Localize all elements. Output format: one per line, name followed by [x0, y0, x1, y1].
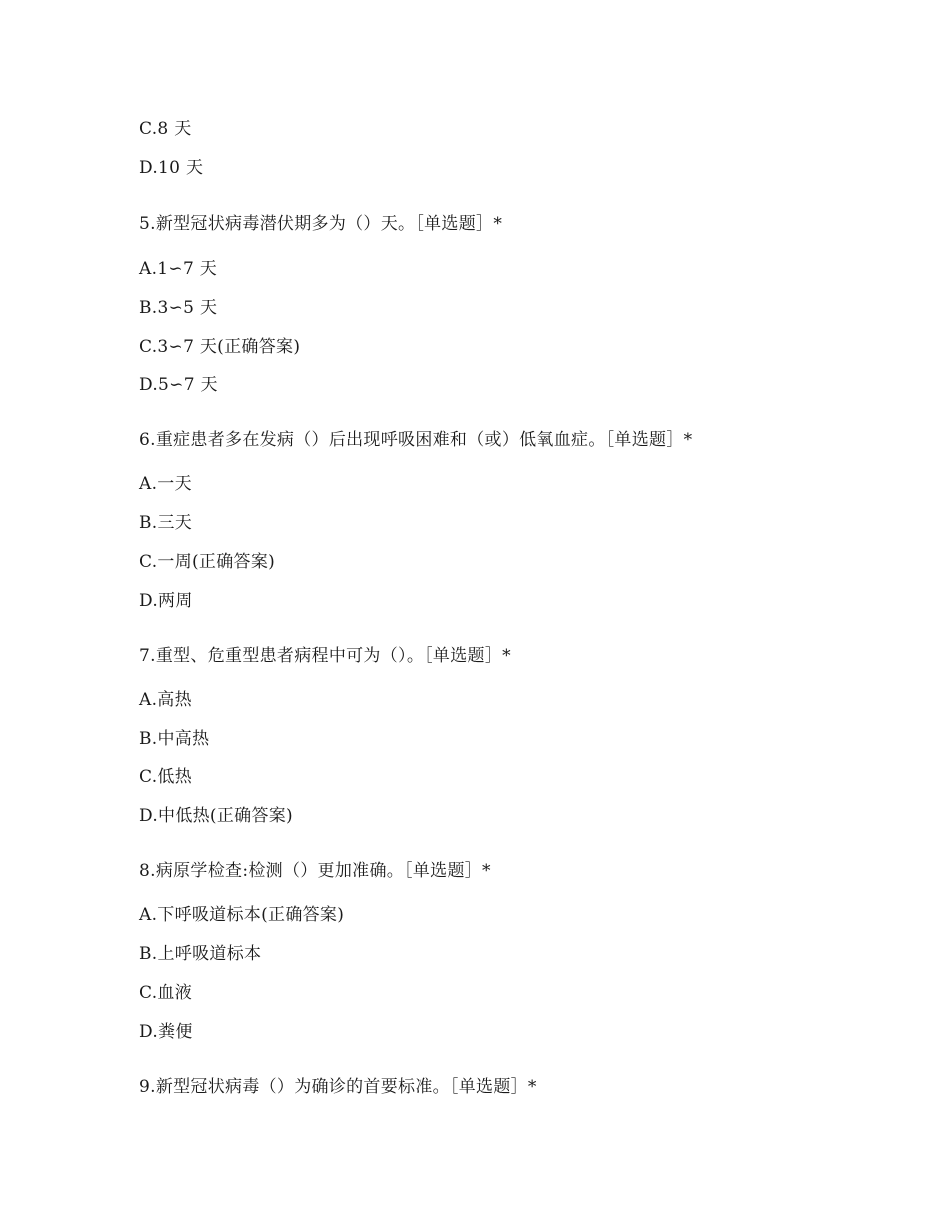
question-7: 7.重型、危重型患者病程中可为（）。［单选题］*	[139, 646, 511, 666]
question-6: 6.重症患者多在发病（）后出现呼吸困难和（或）低氧血症。［单选题］*	[139, 430, 693, 450]
option-q4-c: C.8 天	[139, 119, 192, 139]
option-q8-b: B.上呼吸道标本	[139, 944, 262, 964]
option-q6-d: D.两周	[139, 591, 193, 611]
option-q7-d: D.中低热(正确答案)	[139, 806, 293, 826]
question-9: 9.新型冠状病毒（）为确诊的首要标准。［单选题］*	[139, 1077, 537, 1097]
option-q5-c: C.3∽7 天(正确答案)	[139, 337, 301, 357]
option-q6-c: C.一周(正确答案)	[139, 552, 276, 572]
option-q6-b: B.三天	[139, 513, 193, 533]
option-q5-d: D.5∽7 天	[139, 375, 218, 395]
option-q5-a: A.1∽7 天	[139, 259, 218, 279]
option-q7-b: B.中高热	[139, 729, 210, 749]
option-q7-c: C.低热	[139, 767, 193, 787]
option-q4-d: D.10 天	[139, 158, 204, 178]
option-q8-a: A.下呼吸道标本(正确答案)	[139, 905, 345, 925]
option-q5-b: B.3∽5 天	[139, 298, 218, 318]
option-q7-a: A.高热	[139, 690, 192, 710]
option-q8-c: C.血液	[139, 983, 193, 1003]
question-5: 5.新型冠状病毒潜伏期多为（）天。［单选题］*	[139, 214, 503, 234]
option-q6-a: A.一天	[139, 474, 192, 494]
question-8: 8.病原学检查:检测（）更加准确。［单选题］*	[139, 861, 491, 881]
option-q8-d: D.粪便	[139, 1022, 193, 1042]
